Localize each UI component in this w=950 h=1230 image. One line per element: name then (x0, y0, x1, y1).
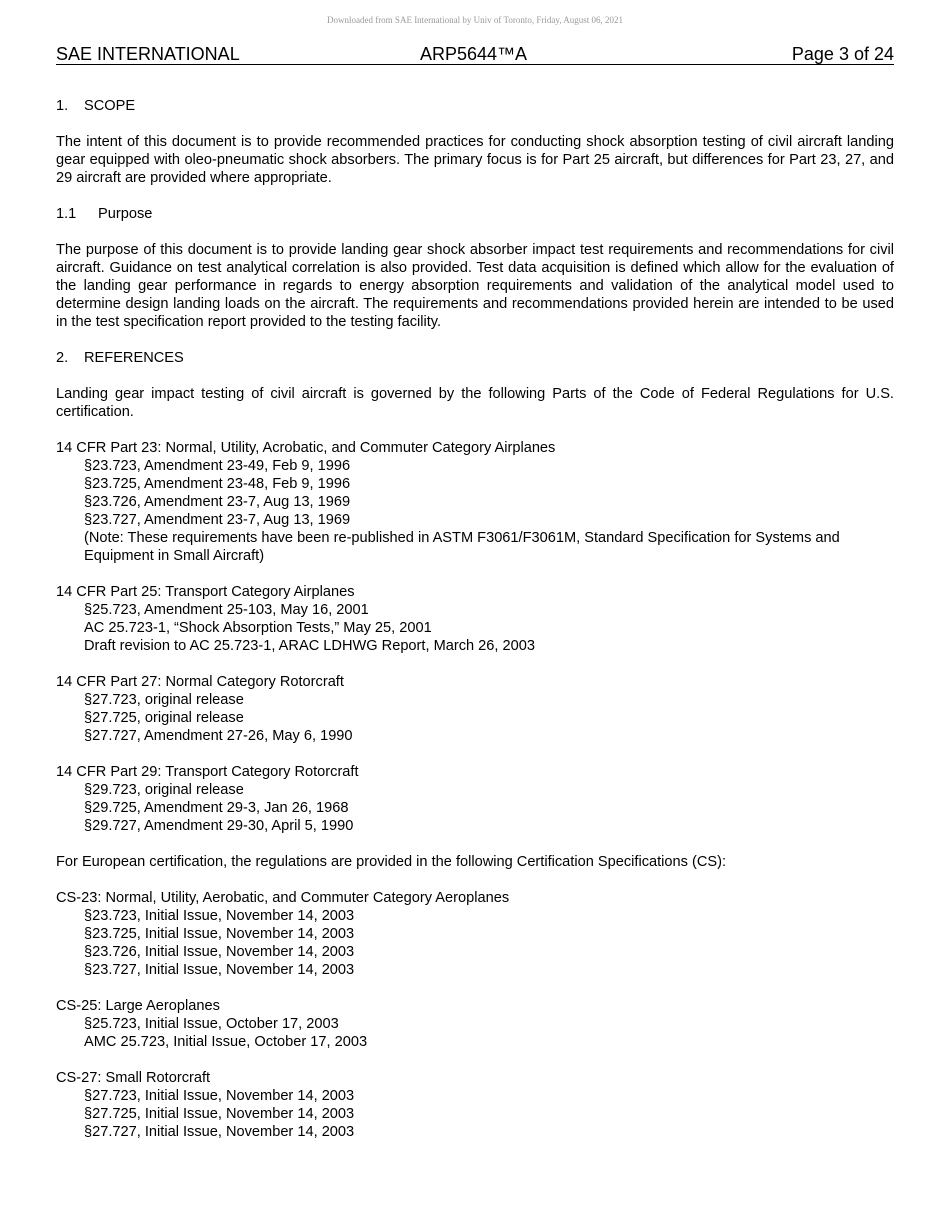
reference-group-title: CS-25: Large Aeroplanes (56, 998, 220, 1014)
section-title: REFERENCES (84, 350, 184, 366)
reference-item: §29.727, Amendment 29-30, April 5, 1990 (84, 818, 354, 834)
reference-item: §27.723, Initial Issue, November 14, 2003 (84, 1088, 355, 1104)
section-number: 1. (56, 98, 69, 114)
reference-group (56, 583, 894, 655)
reference-item: §29.723, original release (84, 782, 244, 798)
purpose-paragraph: The purpose of this document is to provide landing gear shock absorber impact test requirements and recommendations for civil aircraft. Guidance on test analytical correlation is also provided. Test data acquisition is defined which allow for the evaluation of the landing gear performance in regards to energy absorption requirements and validation of the analytical model used to determine design landing loads on the aircraft. The requirements and recommendations provided herein are intended to be used in the test specification report provided to the testing facility. (56, 242, 894, 330)
reference-item: §27.725, original release (84, 710, 244, 726)
reference-group-title: CS-23: Normal, Utility, Aerobatic, and Commuter Category Aeroplanes (56, 890, 510, 906)
reference-group (56, 889, 894, 979)
download-watermark: Downloaded from SAE International by Univ of Toronto, Friday, August 06, 2021 (326, 15, 624, 25)
section-heading-references (56, 349, 894, 367)
reference-group-title: 14 CFR Part 23: Normal, Utility, Acrobatic, and Commuter Category Airplanes (56, 440, 556, 456)
reference-item: §23.723, Amendment 23-49, Feb 9, 1996 (84, 458, 351, 474)
reference-item: §27.727, Initial Issue, November 14, 2003 (84, 1124, 355, 1140)
reference-item: §23.725, Initial Issue, November 14, 2003 (84, 926, 355, 942)
document-body (56, 97, 894, 1159)
reference-item: §27.727, Amendment 27-26, May 6, 1990 (84, 728, 353, 744)
cs-reference-list (56, 889, 894, 1141)
reference-group-title: CS-27: Small Rotorcraft (56, 1070, 211, 1086)
reference-group-title: 14 CFR Part 29: Transport Category Rotorcraft (56, 764, 359, 780)
section-heading-purpose (56, 205, 894, 223)
scope-paragraph: The intent of this document is to provide recommended practices for conducting shock absorption testing of civil aircraft landing gear equipped with oleo-pneumatic shock absorbers. The primary focus is for Part 25 aircraft, but differences for Part 23, 27, and 29 aircraft are provided where appropriate. (56, 134, 894, 186)
section-number: 2. (56, 350, 69, 366)
reference-item: AMC 25.723, Initial Issue, October 17, 2003 (84, 1034, 368, 1050)
reference-group (56, 997, 894, 1051)
reference-item: §23.726, Amendment 23-7, Aug 13, 1969 (84, 494, 351, 510)
reference-item: §23.727, Initial Issue, November 14, 2003 (84, 962, 355, 978)
reference-item: §23.727, Amendment 23-7, Aug 13, 1969 (84, 512, 351, 528)
reference-item: §25.723, Initial Issue, October 17, 2003 (84, 1016, 339, 1032)
reference-group (56, 439, 894, 565)
reference-item: §27.725, Initial Issue, November 14, 2003 (84, 1106, 355, 1122)
reference-item: §25.723, Amendment 25-103, May 16, 2001 (84, 602, 369, 618)
header-page-number: Page 3 of 24 (791, 44, 894, 64)
reference-item: Draft revision to AC 25.723-1, ARAC LDHWG Report, March 26, 2003 (84, 638, 535, 654)
page-header (56, 44, 894, 65)
header-org: SAE INTERNATIONAL (56, 44, 240, 64)
reference-group (56, 673, 894, 745)
reference-item: §23.723, Initial Issue, November 14, 2003 (84, 908, 355, 924)
references-intro: Landing gear impact testing of civil aircraft is governed by the following Parts of the Code of Federal Regulations for U.S. certification. (56, 386, 894, 420)
cfr-reference-list (56, 439, 894, 835)
reference-item: (Note: These requirements have been re-published in ASTM F3061/F3061M, Standard Specification for Systems and Equipment in Small Aircraft) (84, 530, 840, 564)
section-title: Purpose (98, 206, 153, 222)
european-intro: For European certification, the regulations are provided in the following Certification Specifications (CS): (56, 854, 727, 870)
header-doc-id: ARP5644™A (420, 44, 528, 64)
reference-item: §29.725, Amendment 29-3, Jan 26, 1968 (84, 800, 349, 816)
section-title: SCOPE (84, 98, 136, 114)
reference-group (56, 763, 894, 835)
reference-item: §23.725, Amendment 23-48, Feb 9, 1996 (84, 476, 351, 492)
reference-group-title: 14 CFR Part 25: Transport Category Airplanes (56, 584, 355, 600)
reference-item: §23.726, Initial Issue, November 14, 2003 (84, 944, 355, 960)
reference-group (56, 1069, 894, 1141)
section-number: 1.1 (56, 206, 77, 222)
section-heading-scope (56, 97, 894, 115)
reference-item: §27.723, original release (84, 692, 244, 708)
reference-group-title: 14 CFR Part 27: Normal Category Rotorcraft (56, 674, 344, 690)
reference-item: AC 25.723-1, “Shock Absorption Tests,” May 25, 2001 (84, 620, 432, 636)
